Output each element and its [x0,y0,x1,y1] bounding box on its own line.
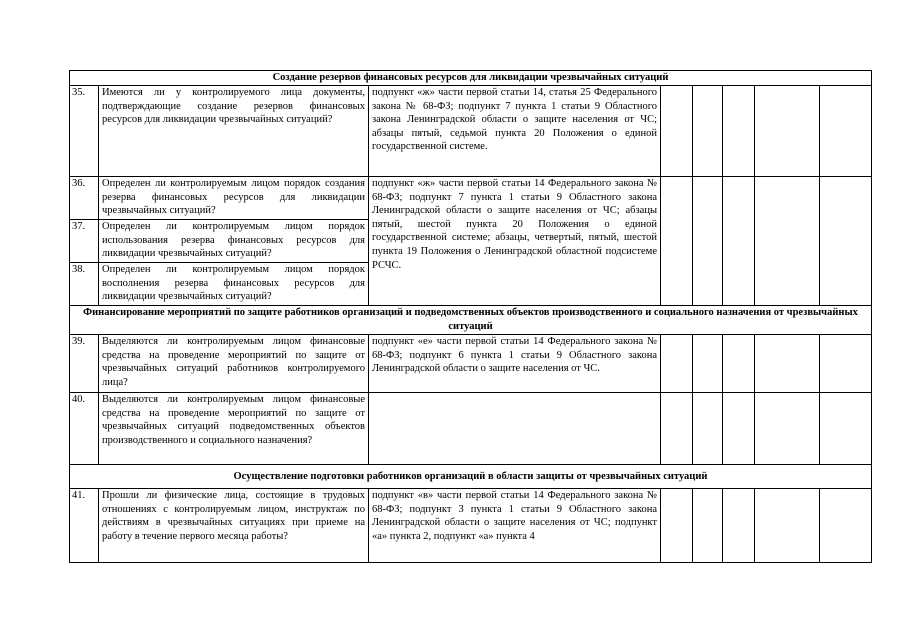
reference-cell: подпункт «е» части первой статьи 14 Федерального закона № 68-ФЗ; подпункт 6 пункта 1 статьи 9 Областного закона Ленинградской области о защите населения от ЧС. [369,335,661,393]
question-cell: Определен ли контролируемым лицом порядок создания резерва финансовых ресурсов для ликвидации чрезвычайных ситуаций? [99,177,369,220]
answer-cell-no [693,177,723,306]
question-cell: Определен ли контролируемым лицом порядок восполнения резерва финансовых ресурсов для ликвидации чрезвычайных ситуаций? [99,263,369,306]
row-number: 38. [70,263,99,306]
row-number: 37. [70,220,99,263]
reference-cell: подпункт «в» части первой статьи 14 Федерального закона № 68-ФЗ; подпункт 3 пункта 1 статьи 9 Областного закона Ленинградской области о защите населения от ЧС; подпункт «а» пункта 2, подпункт «а» пункта 4 [369,489,661,563]
table-row [70,489,872,563]
answer-cell-na [723,393,755,465]
row-number: 40. [70,393,99,465]
reference-cell: подпункт «ж» части первой статьи 14 Федерального закона № 68-ФЗ; подпункт 7 пункта 1 статьи 9 Областного закона Ленинградской области о защите населения от ЧС; абзацы пятый, шестой пункта 20 Положения о единой государственной системе; абзацы, четвертый, пятый, шестой пункта 19 Положения о Ленинградской областной подсистеме РСЧС. [369,177,661,306]
answer-cell-note [820,489,872,563]
answer-cell-extra [755,335,820,393]
answer-cell-no [693,86,723,177]
answer-cell-note [820,335,872,393]
section-title: Финансирование мероприятий по защите работников организаций и подведомственных объектов производственного и социального назначения от чрезвычайных ситуаций [70,306,872,335]
answer-cell-yes [661,489,693,563]
reference-cell: подпункт «ж» части первой статьи 14, статья 25 Федерального закона № 68-ФЗ; подпункт 7 пункта 1 статьи 9 Областного закона Ленинградской области о защите населения от ЧС; абзацы пятый, седьмой пункта 20 Положения о единой государственной системе. [369,86,661,177]
section-title: Осуществление подготовки работников организаций в области защиты от чрезвычайных ситуаций [70,465,872,489]
answer-cell-no [693,489,723,563]
question-cell: Определен ли контролируемым лицом порядок использования резерва финансовых ресурсов для ликвидации чрезвычайных ситуаций? [99,220,369,263]
answer-cell-yes [661,335,693,393]
answer-cell-na [723,177,755,306]
answer-cell-extra [755,393,820,465]
row-number: 36. [70,177,99,220]
answer-cell-yes [661,177,693,306]
row-number: 35. [70,86,99,177]
answer-cell-no [693,335,723,393]
checklist-table [69,70,872,563]
section-title: Создание резервов финансовых ресурсов для ликвидации чрезвычайных ситуаций [70,71,872,86]
answer-cell-no [693,393,723,465]
answer-cell-note [820,86,872,177]
row-number: 41. [70,489,99,563]
answer-cell-note [820,393,872,465]
table-row [70,86,872,177]
question-cell: Выделяются ли контролируемым лицом финансовые средства на проведение мероприятий по защите от чрезвычайных ситуаций подведомственных объектов производственного и социального назначения? [99,393,369,465]
section-header-row [70,465,872,489]
question-cell: Прошли ли физические лица, состоящие в трудовых отношениях с контролируемым лицом, инструктаж по действиям в чрезвычайных ситуациях при приеме на работу в течение первого месяца работы? [99,489,369,563]
checklist-document [69,70,872,563]
answer-cell-extra [755,177,820,306]
table-row [70,393,872,465]
question-cell: Имеются ли у контролируемого лица документы, подтверждающие создание резервов финансовых ресурсов для ликвидации чрезвычайных ситуаций? [99,86,369,177]
answer-cell-extra [755,86,820,177]
table-row [70,177,872,220]
answer-cell-extra [755,489,820,563]
row-number: 39. [70,335,99,393]
answer-cell-yes [661,86,693,177]
reference-cell [369,393,661,465]
answer-cell-note [820,177,872,306]
answer-cell-na [723,86,755,177]
answer-cell-na [723,335,755,393]
section-header-row [70,71,872,86]
answer-cell-yes [661,393,693,465]
answer-cell-na [723,489,755,563]
section-header-row [70,306,872,335]
question-cell: Выделяются ли контролируемым лицом финансовые средства на проведение мероприятий по защите от чрезвычайных ситуаций работников контролируемого лица? [99,335,369,393]
table-row [70,335,872,393]
